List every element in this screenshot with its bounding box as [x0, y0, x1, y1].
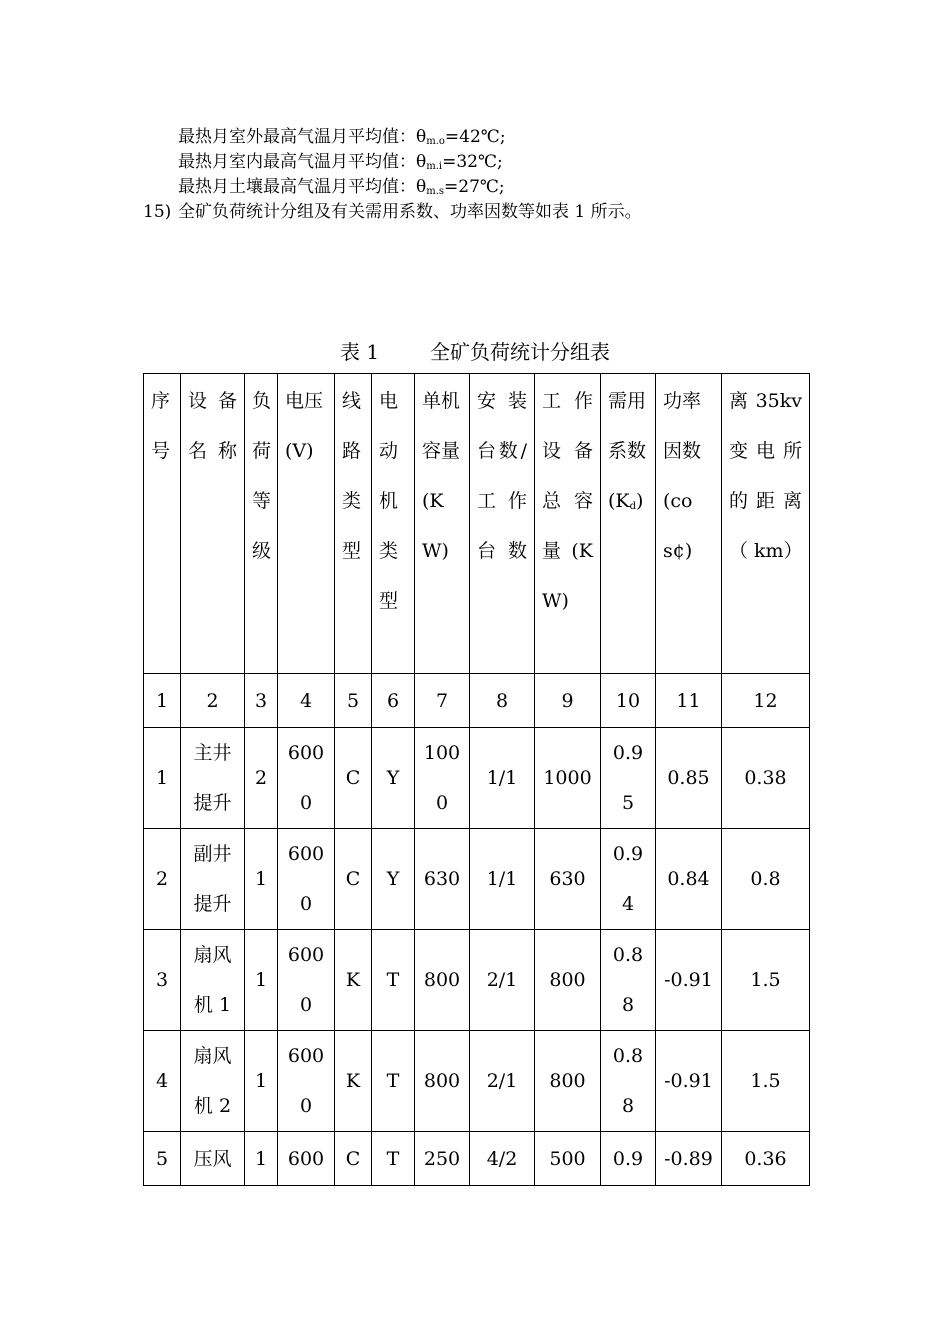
cell-voltage: 6000	[278, 1031, 335, 1132]
index-cell: 8	[470, 674, 535, 728]
cell-motor-type: T	[372, 1031, 415, 1132]
table-row	[144, 829, 810, 930]
index-cell: 12	[722, 674, 810, 728]
cell-motor-type: Y	[372, 728, 415, 829]
index-cell: 2	[181, 674, 245, 728]
cell-device: 压风	[181, 1132, 245, 1186]
index-cell: 10	[601, 674, 656, 728]
cell-load-level: 1	[245, 930, 278, 1031]
cell-units: 1/1	[470, 728, 535, 829]
cell-distance: 0.36	[722, 1132, 810, 1186]
header-cell: 负荷等级	[245, 374, 278, 674]
cell-power-factor: 0.85	[656, 728, 722, 829]
cell-units: 1/1	[470, 829, 535, 930]
cell-distance: 0.38	[722, 728, 810, 829]
cell-index: 4	[144, 1031, 181, 1132]
header-cell: 线路类型	[335, 374, 372, 674]
cell-index: 5	[144, 1132, 181, 1186]
index-cell: 11	[656, 674, 722, 728]
header-cell: 电压(V)	[278, 374, 335, 674]
cell-load-level: 1	[245, 829, 278, 930]
table-row	[144, 728, 810, 829]
cell-total-capacity: 500	[535, 1132, 601, 1186]
cell-voltage: 6000	[278, 829, 335, 930]
cell-line-type: C	[335, 829, 372, 930]
cell-demand-factor: 0.94	[601, 829, 656, 930]
intro-line-indoor-temp: 最热月室内最高气温月平均值：$\theta_{m.i}=32℃$;	[178, 152, 503, 172]
cell-line-type: C	[335, 1132, 372, 1186]
index-cell: 3	[245, 674, 278, 728]
cell-line-type: C	[335, 728, 372, 829]
index-cell: 6	[372, 674, 415, 728]
table-caption: 表 1 全矿负荷统计分组表	[340, 340, 610, 364]
cell-units: 2/1	[470, 1031, 535, 1132]
cell-demand-factor: 0.9	[601, 1132, 656, 1186]
cell-index: 1	[144, 728, 181, 829]
cell-device: 扇风机 1	[181, 930, 245, 1031]
header-cell: 离35kv变电所的距离（ km）	[722, 374, 810, 674]
cell-index: 3	[144, 930, 181, 1031]
cell-power-factor: -0.91	[656, 930, 722, 1031]
cell-total-capacity: 1000	[535, 728, 601, 829]
table-row	[144, 1132, 810, 1186]
cell-unit-capacity: 1000	[415, 728, 470, 829]
index-cell: 1	[144, 674, 181, 728]
cell-unit-capacity: 630	[415, 829, 470, 930]
cell-distance: 0.8	[722, 829, 810, 930]
cell-power-factor: -0.91	[656, 1031, 722, 1132]
header-cell: 安装台数/工作台数	[470, 374, 535, 674]
cell-device: 主井提升	[181, 728, 245, 829]
index-cell: 4	[278, 674, 335, 728]
table-row	[144, 1031, 810, 1132]
cell-load-level: 1	[245, 1132, 278, 1186]
header-cell: 序号	[144, 374, 181, 674]
cell-voltage: 600	[278, 1132, 335, 1186]
cell-voltage: 6000	[278, 728, 335, 829]
cell-line-type: K	[335, 930, 372, 1031]
item-number: 15)	[143, 202, 172, 222]
header-cell: 工作设备总容量(KW)	[535, 374, 601, 674]
header-cell: 电动机类型	[372, 374, 415, 674]
cell-unit-capacity: 800	[415, 930, 470, 1031]
intro-line-soil-temp: 最热月土壤最高气温月平均值：$\theta_{m.s}=27℃$;	[178, 177, 505, 197]
item-text: 全矿负荷统计分组及有关需用系数、功率因数等如表 1 所示。	[178, 202, 642, 222]
cell-total-capacity: 630	[535, 829, 601, 930]
cell-units: 4/2	[470, 1132, 535, 1186]
cell-device: 副井提升	[181, 829, 245, 930]
cell-device: 扇风机 2	[181, 1031, 245, 1132]
cell-units: 2/1	[470, 930, 535, 1031]
header-cell: 设备名称	[181, 374, 245, 674]
cell-unit-capacity: 250	[415, 1132, 470, 1186]
cell-motor-type: Y	[372, 829, 415, 930]
header-cell: 单机容量(KW)	[415, 374, 470, 674]
header-row	[144, 374, 810, 674]
header-cell-kd: 需用系数$(K_d)$	[601, 374, 656, 674]
cell-index: 2	[144, 829, 181, 930]
cell-power-factor: 0.84	[656, 829, 722, 930]
cell-unit-capacity: 800	[415, 1031, 470, 1132]
cell-demand-factor: 0.88	[601, 1031, 656, 1132]
cell-motor-type: T	[372, 930, 415, 1031]
cell-motor-type: T	[372, 1132, 415, 1186]
index-cell: 7	[415, 674, 470, 728]
table-row	[144, 930, 810, 1031]
intro-line-outdoor-temp: 最热月室外最高气温月平均值：$\theta_{m.o}=42℃$;	[178, 127, 506, 147]
cell-total-capacity: 800	[535, 1031, 601, 1132]
cell-line-type: K	[335, 1031, 372, 1132]
cell-total-capacity: 800	[535, 930, 601, 1031]
cell-power-factor: -0.89	[656, 1132, 722, 1186]
cell-demand-factor: 0.88	[601, 930, 656, 1031]
index-cell: 5	[335, 674, 372, 728]
cell-voltage: 6000	[278, 930, 335, 1031]
cell-distance: 1.5	[722, 930, 810, 1031]
intro-item-15	[143, 199, 642, 225]
cell-demand-factor: 0.95	[601, 728, 656, 829]
cell-distance: 1.5	[722, 1031, 810, 1132]
cell-load-level: 2	[245, 728, 278, 829]
index-cell: 9	[535, 674, 601, 728]
load-statistics-table	[143, 373, 810, 1186]
index-row	[144, 674, 810, 728]
header-cell: 功率因数(cos¢)	[656, 374, 722, 674]
cell-load-level: 1	[245, 1031, 278, 1132]
